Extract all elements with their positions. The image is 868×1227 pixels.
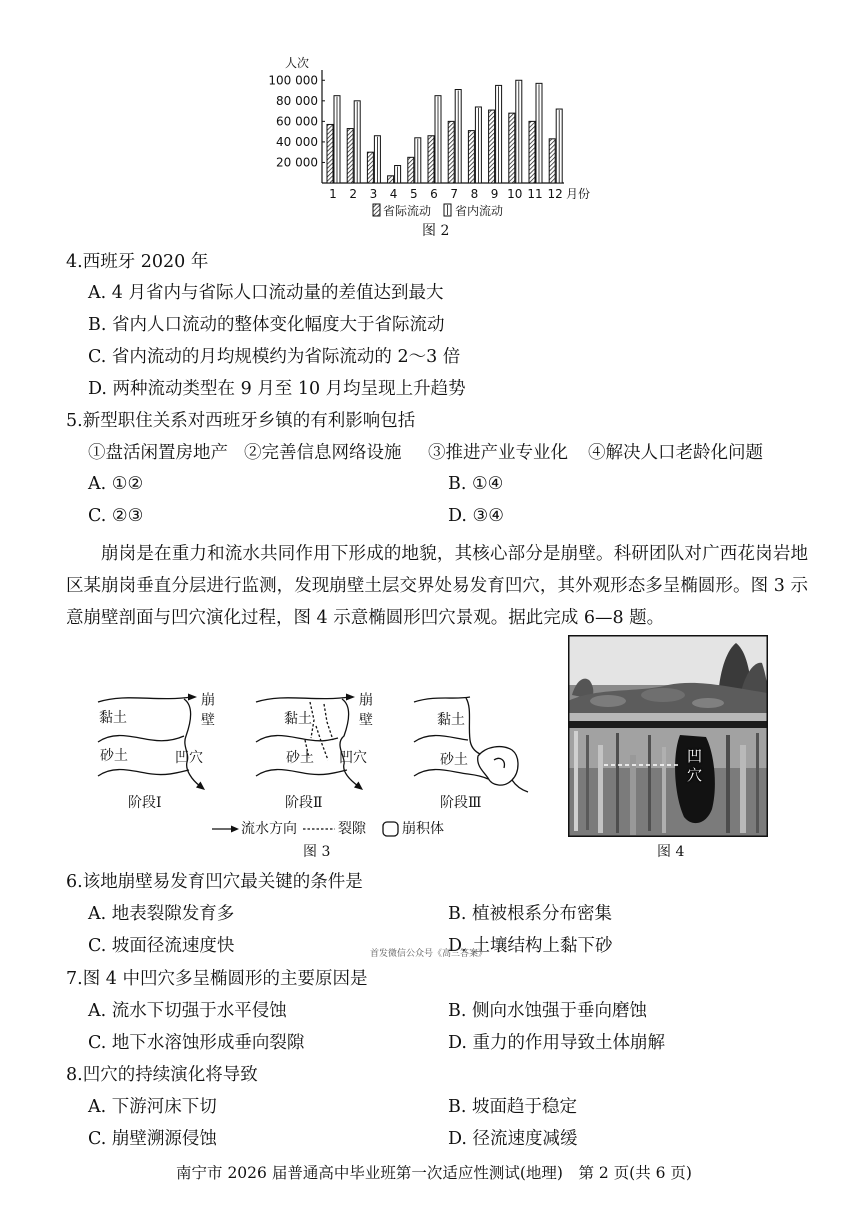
x-axis-title: 月份 xyxy=(566,187,591,201)
legend-label-intra-provincial: 省内流动 xyxy=(455,204,504,218)
bar-inter-provincial xyxy=(509,113,515,183)
cliff-face-line xyxy=(340,699,358,786)
layer-boundary xyxy=(98,736,184,742)
question-5-statement-3: ③推进产业专业化 xyxy=(428,443,568,463)
stage-1-title: 阶段Ⅰ xyxy=(128,795,162,811)
layer-boundary xyxy=(256,770,347,776)
question-4-option-c: C. 省内流动的月均规模约为省际流动的 2～3 倍 xyxy=(88,347,461,367)
question-7-stem: 7.图 4 中凹穴多呈椭圆形的主要原因是 xyxy=(66,969,368,989)
bar-inter-provincial xyxy=(468,131,474,183)
x-tick-label: 3 xyxy=(369,187,378,201)
figure-2-caption: 图 2 xyxy=(422,223,450,239)
question-7-option-b: B. 侧向水蚀强于垂向磨蚀 xyxy=(448,1001,647,1021)
stage-1-cavity-label: 凹穴 xyxy=(175,750,203,766)
x-tick-label: 6 xyxy=(430,187,438,201)
colluvium-detail xyxy=(494,758,504,768)
stage-3-clay-label: 黏土 xyxy=(437,712,465,728)
crack-line xyxy=(316,726,328,760)
x-tick-label: 12 xyxy=(547,187,563,201)
bar-inter-provincial xyxy=(388,176,394,183)
legend-flow-label: 流水方向 xyxy=(241,821,297,837)
figure-4-photo xyxy=(568,635,768,837)
flow-arrowhead xyxy=(196,782,205,791)
x-tick-label: 2 xyxy=(349,187,358,201)
question-5-option-d: D. ③④ xyxy=(448,506,504,526)
x-tick-label: 7 xyxy=(450,187,459,201)
x-tick-label: 1 xyxy=(329,187,337,201)
stage-1-sand-label: 砂土 xyxy=(100,748,128,764)
bar-inter-provincial xyxy=(549,139,555,183)
cliff-face-line xyxy=(184,699,200,786)
flow-arrowhead xyxy=(188,694,197,701)
question-5-statement-2: ②完善信息网络设施 xyxy=(244,443,402,463)
x-tick-label: 5 xyxy=(409,187,418,201)
x-tick-label: 9 xyxy=(490,187,499,201)
x-tick-label: 8 xyxy=(470,187,479,201)
bar-inter-provincial xyxy=(347,129,353,183)
x-tick-label: 11 xyxy=(527,187,543,201)
slope-line xyxy=(512,780,528,792)
x-tick-label: 10 xyxy=(507,187,523,201)
figure-3-caption: 图 3 xyxy=(303,844,331,860)
bar-inter-provincial xyxy=(428,136,434,183)
y-tick-label: 80 000 xyxy=(276,93,318,108)
bar-inter-provincial xyxy=(367,152,373,183)
question-8-stem: 8.凹穴的持续演化将导致 xyxy=(66,1065,258,1085)
question-5-statement-4: ④解决人口老龄化问题 xyxy=(588,443,763,463)
overhang-shadow xyxy=(568,721,768,728)
stage-3-sand-label: 砂土 xyxy=(440,752,468,768)
question-8-option-a: A. 下游河床下切 xyxy=(88,1097,217,1117)
question-8-option-b: B. 坡面趋于稳定 xyxy=(448,1097,577,1117)
footer-exam-title: 南宁市 2026 届普通高中毕业班第一次适应性测试(地理) xyxy=(176,1164,563,1182)
question-5-option-b: B. ①④ xyxy=(448,474,504,494)
legend-crack-label: 裂隙 xyxy=(338,821,366,837)
y-tick-label: 100 000 xyxy=(268,73,318,88)
y-tick-label: 40 000 xyxy=(276,134,318,149)
question-4-option-b: B. 省内人口流动的整体变化幅度大于省际流动 xyxy=(88,315,445,335)
stage-2-sand-label: 砂土 xyxy=(286,750,314,766)
question-4-stem: 4.西班牙 2020 年 xyxy=(66,252,209,272)
stage-3-title: 阶段Ⅲ xyxy=(440,795,482,811)
question-4-option-d: D. 两种流动类型在 9 月至 10 月均呈现上升趋势 xyxy=(88,379,466,399)
stage-1-cliff-label: 崩壁 xyxy=(199,692,215,732)
question-6-option-a: A. 地表裂隙发育多 xyxy=(88,904,235,924)
reading-passage: 崩岗是在重力和流水共同作用下形成的地貌，其核心部分是崩壁。科研团队对广西花岗岩地区某崩岗垂直分层进行监测，发现崩壁土层交界处易发育凹穴，其外观形态多呈椭圆形。图 3 示意崩壁剖面与凹穴演化过程，图 4 示意椭圆形凹穴景观。据此完成 6—8 题。 xyxy=(66,544,808,628)
footer-page-number: 第 2 页(共 6 页) xyxy=(578,1164,692,1182)
stage-3-drawing xyxy=(414,697,528,792)
legend-colluvium-label: 崩积体 xyxy=(402,821,444,837)
figure-4-cavity-label: 凹穴 xyxy=(685,748,703,786)
stage-2-title: 阶段Ⅱ xyxy=(285,795,323,811)
bar-inter-provincial xyxy=(327,124,333,183)
question-8-option-c: C. 崩壁溯源侵蚀 xyxy=(88,1129,217,1149)
bar-inter-provincial xyxy=(529,121,535,183)
bar-inter-provincial xyxy=(408,157,414,183)
question-7-option-a: A. 流水下切强于水平侵蚀 xyxy=(88,1001,287,1021)
legend-flow-arrowhead xyxy=(231,826,239,833)
question-7-option-d: D. 重力的作用导致土体崩解 xyxy=(448,1033,666,1053)
question-6-option-c: C. 坡面径流速度快 xyxy=(88,936,235,956)
y-tick-label: 20 000 xyxy=(276,155,318,170)
surface-flow-line xyxy=(414,697,470,702)
x-tick-label: 4 xyxy=(389,187,398,201)
colluvium-blob xyxy=(478,747,518,785)
y-axis-title: 人次 xyxy=(284,56,310,70)
question-6-option-d: D. 土壤结构上黏下砂 xyxy=(448,936,613,956)
y-tick-label: 60 000 xyxy=(276,114,318,129)
crack-line xyxy=(324,704,333,740)
figure-3-diagram xyxy=(90,680,550,845)
question-4-option-a: A. 4 月省内与省际人口流动量的差值达到最大 xyxy=(88,283,444,303)
question-5-option-c: C. ②③ xyxy=(88,506,144,526)
cliff-face-line xyxy=(466,698,480,754)
layer-boundary xyxy=(98,770,189,776)
watermark-text: 首发微信公众号《高三答案》 xyxy=(370,949,488,959)
question-7-option-c: C. 地下水溶蚀形成垂向裂隙 xyxy=(88,1033,305,1053)
stage-1-clay-label: 黏土 xyxy=(99,710,127,726)
legend-colluvium-symbol xyxy=(383,822,398,836)
stage-2-cliff-label: 崩壁 xyxy=(357,692,373,732)
layer-boundary xyxy=(414,770,488,779)
surface-flow-line xyxy=(98,697,192,702)
flow-arrowhead xyxy=(346,694,355,701)
surface-flow-line xyxy=(256,697,350,702)
page-footer xyxy=(0,1163,868,1183)
stage-1-drawing xyxy=(98,694,205,791)
question-5-option-a: A. ①② xyxy=(88,474,144,494)
stage-2-clay-label: 黏土 xyxy=(284,711,312,727)
question-8-option-d: D. 径流速度减缓 xyxy=(448,1129,578,1149)
stage-2-cavity-label: 凹穴 xyxy=(339,750,367,766)
layer-boundary xyxy=(256,736,338,742)
figure-4-caption: 图 4 xyxy=(657,844,685,860)
flow-arrowhead xyxy=(354,782,363,791)
question-5-stem: 5.新型职住关系对西班牙乡镇的有利影响包括 xyxy=(66,411,416,431)
question-6-stem: 6.该地崩壁易发育凹穴最关键的条件是 xyxy=(66,872,363,892)
layer-boundary xyxy=(414,736,468,742)
question-5-statement-1: ①盘活闲置房地产 xyxy=(88,443,228,463)
bar-inter-provincial xyxy=(489,110,495,183)
bar-inter-provincial xyxy=(448,121,454,183)
stage-2-drawing xyxy=(256,694,363,791)
legend-swatch-inter-provincial xyxy=(373,204,380,216)
legend-label-inter-provincial: 省际流动 xyxy=(383,204,432,218)
figure-2-bar-chart xyxy=(250,50,610,225)
question-6-option-b: B. 植被根系分布密集 xyxy=(448,904,612,924)
